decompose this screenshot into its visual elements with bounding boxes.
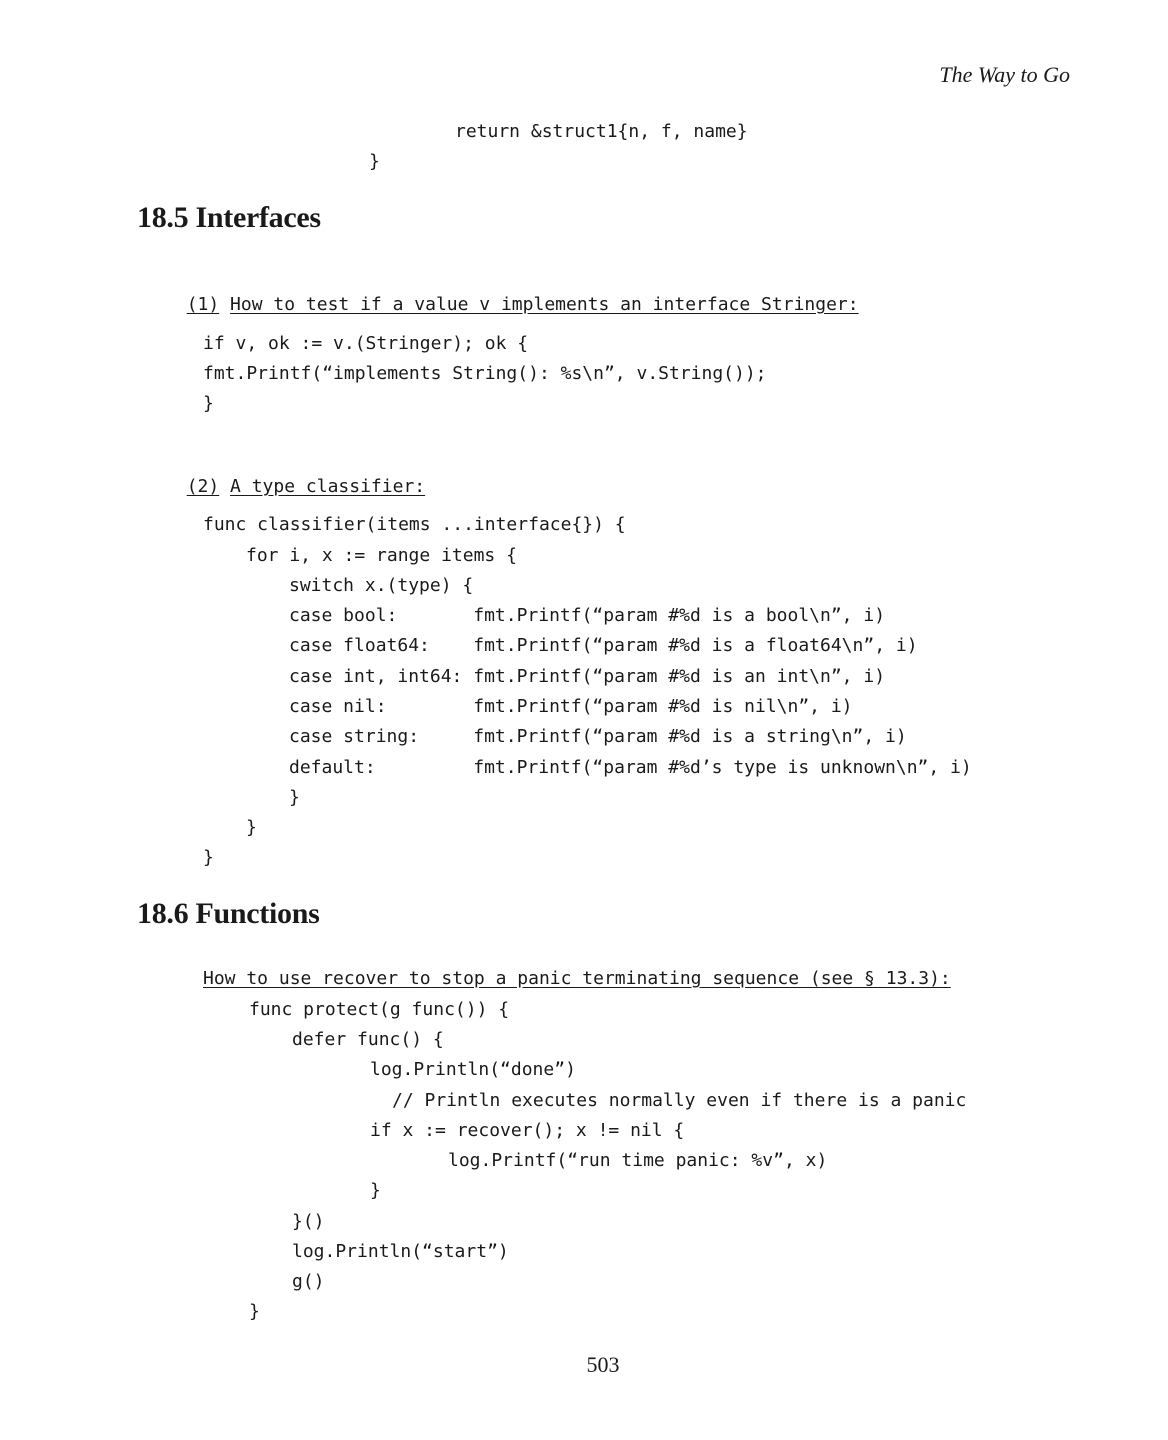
code-line: func classifier(items ...interface{}) { — [203, 514, 626, 535]
code-line: } — [289, 787, 300, 808]
item-heading-1 — [165, 272, 859, 316]
code-line: } — [249, 1301, 260, 1322]
item-heading-text: How to test if a value v implements an interface Stringer: — [230, 294, 859, 315]
code-line: for i, x := range items { — [246, 545, 517, 566]
code-comment: // Println executes normally even if there is a panic — [392, 1090, 967, 1111]
code-line: fmt.Printf(“implements String(): %s\n”, v.String()); — [203, 363, 767, 384]
code-line: return &struct1{n, f, name} — [455, 121, 748, 142]
code-line: } — [369, 151, 380, 172]
code-line: log.Printf(“run time panic: %v”, x) — [448, 1150, 828, 1171]
code-line: g() — [292, 1271, 325, 1292]
item-number: (1) — [186, 294, 220, 315]
code-line: case string: fmt.Printf(“param #%d is a string\n”, i) — [289, 726, 907, 747]
item-number: (2) — [186, 476, 220, 497]
code-line: } — [203, 847, 214, 868]
code-line: defer func() { — [292, 1029, 444, 1050]
running-head: The Way to Go — [939, 62, 1070, 87]
section-title-interfaces: 18.5 Interfaces — [137, 201, 321, 234]
code-line: } — [203, 393, 214, 414]
code-line: } — [370, 1180, 381, 1201]
item-heading-2 — [165, 454, 425, 498]
item-heading-text: A type classifier: — [230, 476, 426, 497]
item-heading-3: How to use recover to stop a panic terminating sequence (see § 13.3): — [203, 968, 951, 989]
code-line: case nil: fmt.Printf(“param #%d is nil\n”, i) — [289, 696, 853, 717]
code-line: if v, ok := v.(Stringer); ok { — [203, 333, 529, 354]
code-line: switch x.(type) { — [289, 575, 474, 596]
section-title-functions: 18.6 Functions — [137, 897, 320, 930]
code-line: default: fmt.Printf(“param #%d’s type is unknown\n”, i) — [289, 757, 972, 778]
code-line: case bool: fmt.Printf(“param #%d is a bool\n”, i) — [289, 605, 886, 626]
code-line: case float64: fmt.Printf(“param #%d is a float64\n”, i) — [289, 635, 918, 656]
page-number: 503 — [586, 1352, 620, 1377]
code-line: log.Println(“start”) — [292, 1241, 509, 1262]
code-line: func protect(g func()) { — [249, 999, 510, 1020]
code-line: }() — [292, 1211, 325, 1232]
code-line: if x := recover(); x != nil { — [370, 1120, 685, 1141]
code-line: log.Println(“done”) — [370, 1059, 576, 1080]
code-line: case int, int64: fmt.Printf(“param #%d is an int\n”, i) — [289, 666, 886, 687]
code-line: } — [246, 817, 257, 838]
